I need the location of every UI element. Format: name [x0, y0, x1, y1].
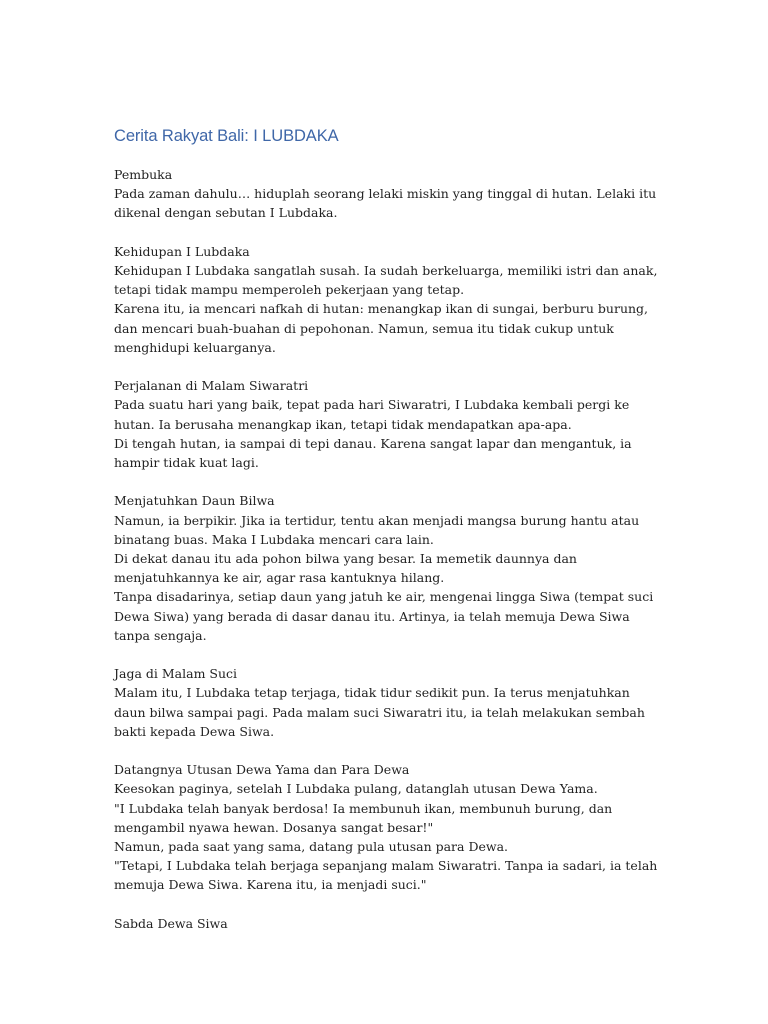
- paragraph: Namun, ia berpikir. Jika ia tertidur, tentu akan menjadi mangsa burung hantu atau binatang buas. Maka I Lubdaka mencari cara lain.: [114, 512, 640, 547]
- section-perjalanan: [114, 376, 659, 472]
- paragraph: "I Lubdaka telah banyak berdosa! Ia membunuh ikan, membunuh burung, dan mengambil nyawa hewan. Dosanya sangat besar!": [114, 800, 613, 835]
- paragraph: Pada zaman dahulu… hiduplah seorang lelaki miskin yang tinggal di hutan. Lelaki itu dikenal dengan sebutan I Lubdaka.: [114, 186, 657, 221]
- paragraph: Keesokan paginya, setelah I Lubdaka pulang, datanglah utusan Dewa Yama.: [114, 781, 598, 797]
- section-heading: Datangnya Utusan Dewa Yama dan Para Dewa: [114, 762, 410, 778]
- section-heading: Kehidupan I Lubdaka: [114, 243, 250, 259]
- section-heading: Jaga di Malam Suci: [114, 666, 238, 682]
- section-utusan: [114, 760, 659, 894]
- section-heading: Sabda Dewa Siwa: [114, 915, 228, 931]
- section-heading: Menjatuhkan Daun Bilwa: [114, 493, 275, 509]
- section-kehidupan: [114, 242, 659, 357]
- paragraph: Di dekat danau itu ada pohon bilwa yang besar. Ia memetik daunnya dan menjatuhkannya ke air, agar rasa kantuknya hilang.: [114, 551, 577, 586]
- paragraph: Tanpa disadarinya, setiap daun yang jatuh ke air, mengenai lingga Siwa (tempat suci Dewa Siwa) yang berada di dasar danau itu. Artinya, ia telah memuja Dewa Siwa tanpa sengaja.: [114, 589, 654, 643]
- paragraph: Pada suatu hari yang baik, tepat pada hari Siwaratri, I Lubdaka kembali pergi ke hutan. Ia berusaha menangkap ikan, tetapi tidak mendapatkan apa-apa.: [114, 397, 630, 432]
- paragraph: Karena itu, ia mencari nafkah di hutan: menangkap ikan di sungai, berburu burung, dan mencari buah-buahan di pepohonan. Namun, semua itu tidak cukup untuk menghidupi keluarganya.: [114, 301, 649, 355]
- section-jaga-malam: [114, 664, 659, 741]
- paragraph: Di tengah hutan, ia sampai di tepi danau. Karena sangat lapar dan mengantuk, ia hampir tidak kuat lagi.: [114, 435, 632, 471]
- document-body: [114, 124, 659, 952]
- paragraph: "Tetapi, I Lubdaka telah berjaga sepanjang malam Siwaratri. Tanpa ia sadari, ia telah memuja Dewa Siwa. Karena itu, ia menjadi suci.": [114, 858, 658, 893]
- section-heading: Perjalanan di Malam Siwaratri: [114, 378, 309, 394]
- section-pembuka: [114, 165, 659, 223]
- paragraph: Malam itu, I Lubdaka tetap terjaga, tidak tidur sedikit pun. Ia terus menjatuhkan daun bilwa sampai pagi. Pada malam suci Siwaratri itu, ia telah melakukan sembah bakti kepada Dewa Siwa.: [114, 685, 645, 739]
- section-daun-bilwa: [114, 491, 659, 645]
- section-heading: Pembuka: [114, 167, 173, 182]
- paragraph: Kehidupan I Lubdaka sangatlah susah. Ia sudah berkeluarga, memiliki istri dan anak, tetapi tidak mampu memperoleh pekerjaan yang tetap.: [114, 263, 658, 298]
- paragraph: Namun, pada saat yang sama, datang pula utusan para Dewa.: [114, 839, 508, 855]
- section-sabda: [114, 914, 659, 933]
- document-title: Cerita Rakyat Bali: I LUBDAKA: [114, 127, 339, 145]
